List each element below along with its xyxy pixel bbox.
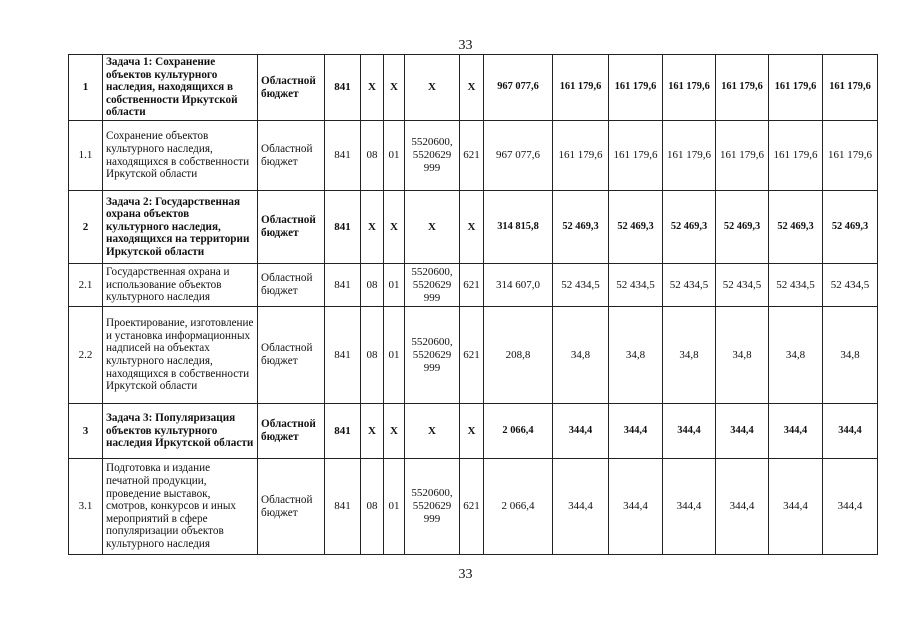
expense-type-code: X (460, 55, 484, 121)
year-amount: 52 434,5 (716, 264, 769, 307)
section-code: 08 (361, 121, 384, 191)
year-amount: 344,4 (553, 404, 609, 459)
subsection-code: 01 (384, 121, 405, 191)
year-amount: 52 469,3 (553, 191, 609, 264)
year-amount: 34,8 (716, 307, 769, 404)
year-amount: 34,8 (553, 307, 609, 404)
subsection-code: X (384, 404, 405, 459)
year-amount: 161 179,6 (823, 55, 878, 121)
budget-table (68, 54, 878, 555)
year-amount: 52 469,3 (823, 191, 878, 264)
row-number: 3 (69, 404, 103, 459)
activity-row (69, 307, 878, 404)
year-amount: 344,4 (716, 459, 769, 555)
year-amount: 344,4 (769, 404, 823, 459)
row-name: Подготовка и издание печатной продукции, проведение выставок, смотров, конкурсов и иных мероприятий в сфере популяризации объектов культурного наследия (103, 459, 258, 555)
task-row (69, 55, 878, 121)
row-name: Проектирование, изготовление и установка информационных надписей на объектах культурного наследия, находящихся в собственности Иркутской области (103, 307, 258, 404)
target-article-code: 5520600, 5520629 999 (405, 121, 460, 191)
year-amount: 344,4 (716, 404, 769, 459)
activity-row (69, 121, 878, 191)
grbs-code: 841 (325, 121, 361, 191)
year-amount: 161 179,6 (609, 55, 663, 121)
grbs-code: 841 (325, 307, 361, 404)
year-amount: 52 434,5 (553, 264, 609, 307)
year-amount: 344,4 (663, 459, 716, 555)
subsection-code: 01 (384, 264, 405, 307)
year-amount: 52 434,5 (823, 264, 878, 307)
page-number-top: 33 (458, 38, 473, 53)
year-amount: 161 179,6 (823, 121, 878, 191)
year-amount: 344,4 (553, 459, 609, 555)
year-amount: 161 179,6 (663, 55, 716, 121)
year-amount: 161 179,6 (769, 121, 823, 191)
subsection-code: X (384, 55, 405, 121)
year-amount: 161 179,6 (553, 55, 609, 121)
total-amount: 967 077,6 (484, 121, 553, 191)
funding-source: Областной бюджет (258, 404, 325, 459)
year-amount: 344,4 (823, 459, 878, 555)
target-article-code: 5520600, 5520629 999 (405, 459, 460, 555)
activity-row (69, 459, 878, 555)
total-amount: 2 066,4 (484, 404, 553, 459)
row-name: Задача 3: Популяризация объектов культурного наследия Иркутской области (103, 404, 258, 459)
funding-source: Областной бюджет (258, 121, 325, 191)
year-amount: 34,8 (823, 307, 878, 404)
target-article-code: X (405, 404, 460, 459)
subsection-code: 01 (384, 307, 405, 404)
row-number: 1 (69, 55, 103, 121)
task-row (69, 191, 878, 264)
year-amount: 52 434,5 (609, 264, 663, 307)
row-name: Сохранение объектов культурного наследия, находящихся в собственности Иркутской области (103, 121, 258, 191)
page-number-bottom: 33 (458, 567, 473, 582)
year-amount: 161 179,6 (663, 121, 716, 191)
year-amount: 344,4 (823, 404, 878, 459)
year-amount: 161 179,6 (716, 121, 769, 191)
total-amount: 967 077,6 (484, 55, 553, 121)
expense-type-code: 621 (460, 264, 484, 307)
target-article-code: 5520600, 5520629 999 (405, 307, 460, 404)
year-amount: 344,4 (663, 404, 716, 459)
year-amount: 344,4 (769, 459, 823, 555)
year-amount: 52 469,3 (609, 191, 663, 264)
grbs-code: 841 (325, 404, 361, 459)
year-amount: 344,4 (609, 459, 663, 555)
target-article-code: 5520600, 5520629 999 (405, 264, 460, 307)
funding-source: Областной бюджет (258, 307, 325, 404)
year-amount: 161 179,6 (553, 121, 609, 191)
total-amount: 2 066,4 (484, 459, 553, 555)
row-name: Государственная охрана и использование объектов культурного наследия (103, 264, 258, 307)
section-code: 08 (361, 264, 384, 307)
section-code: 08 (361, 307, 384, 404)
year-amount: 34,8 (769, 307, 823, 404)
row-name: Задача 2: Государственная охрана объектов культурного наследия, находящихся на территории Иркутской области (103, 191, 258, 264)
row-number: 2.1 (69, 264, 103, 307)
expense-type-code: X (460, 404, 484, 459)
year-amount: 52 469,3 (663, 191, 716, 264)
year-amount: 34,8 (663, 307, 716, 404)
row-name: Задача 1: Сохранение объектов культурного наследия, находящихся в собственности Иркутской области (103, 55, 258, 121)
grbs-code: 841 (325, 55, 361, 121)
row-number: 2 (69, 191, 103, 264)
year-amount: 52 469,3 (769, 191, 823, 264)
year-amount: 52 434,5 (663, 264, 716, 307)
funding-source: Областной бюджет (258, 459, 325, 555)
row-number: 3.1 (69, 459, 103, 555)
year-amount: 52 469,3 (716, 191, 769, 264)
year-amount: 34,8 (609, 307, 663, 404)
row-number: 1.1 (69, 121, 103, 191)
activity-row (69, 264, 878, 307)
expense-type-code: X (460, 191, 484, 264)
section-code: X (361, 404, 384, 459)
total-amount: 314 815,8 (484, 191, 553, 264)
section-code: 08 (361, 459, 384, 555)
grbs-code: 841 (325, 191, 361, 264)
year-amount: 52 434,5 (769, 264, 823, 307)
expense-type-code: 621 (460, 307, 484, 404)
subsection-code: 01 (384, 459, 405, 555)
subsection-code: X (384, 191, 405, 264)
year-amount: 344,4 (609, 404, 663, 459)
year-amount: 161 179,6 (716, 55, 769, 121)
total-amount: 208,8 (484, 307, 553, 404)
section-code: X (361, 191, 384, 264)
year-amount: 161 179,6 (769, 55, 823, 121)
expense-type-code: 621 (460, 121, 484, 191)
funding-source: Областной бюджет (258, 55, 325, 121)
funding-source: Областной бюджет (258, 264, 325, 307)
total-amount: 314 607,0 (484, 264, 553, 307)
expense-type-code: 621 (460, 459, 484, 555)
row-number: 2.2 (69, 307, 103, 404)
target-article-code: X (405, 55, 460, 121)
grbs-code: 841 (325, 459, 361, 555)
funding-source: Областной бюджет (258, 191, 325, 264)
task-row (69, 404, 878, 459)
target-article-code: X (405, 191, 460, 264)
section-code: X (361, 55, 384, 121)
year-amount: 161 179,6 (609, 121, 663, 191)
grbs-code: 841 (325, 264, 361, 307)
